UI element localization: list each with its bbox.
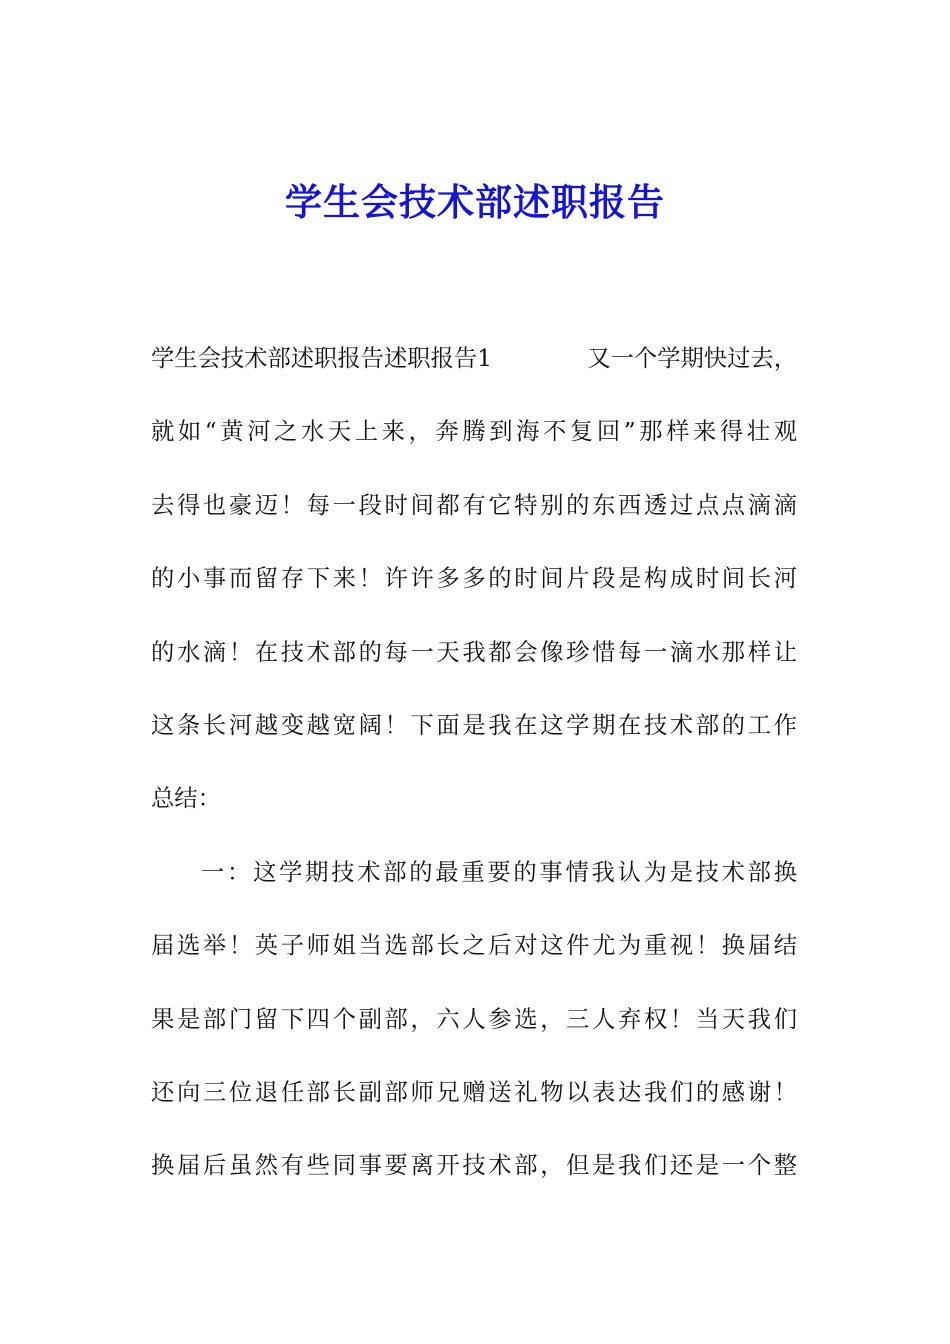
paragraph-line: 换届后虽然有些同事要离开技术部，但是我们还是一个整 — [151, 1152, 797, 1180]
paragraph-line — [151, 322, 797, 395]
paragraph-line: 还向三位退任部长副部师兄赠送礼物以表达我们的感谢！ — [151, 1078, 797, 1106]
paragraph-line: 的小事而留存下来！许许多多的时间片段是构成时间长河 — [151, 565, 797, 593]
paragraph-line: 去得也豪迈！每一段时间都有它特别的东西透过点点滴滴 — [151, 491, 797, 519]
paragraph-line: 的水滴！在技术部的每一天我都会像珍惜每一滴水那样让 — [151, 638, 797, 666]
first-line-heading: 学生会技术部述职报告述职报告1 — [151, 345, 492, 372]
paragraph-line: 果是部门留下四个副部，六人参选，三人弃权！当天我们 — [151, 1005, 797, 1033]
document-title: 学生会技术部述职报告 — [285, 180, 665, 224]
first-line-text: 又一个学期快过去， — [587, 345, 797, 372]
paragraph-line: 一：这学期技术部的最重要的事情我认为是技术部换 — [201, 858, 797, 886]
paragraph-line: 这条长河越变越宽阔！下面是我在这学期在技术部的工作 — [151, 711, 797, 739]
paragraph-line: 总结： — [151, 785, 221, 813]
paragraph-line: 届选举！英子师姐当选部长之后对这件尤为重视！换届结 — [151, 932, 797, 960]
document-body — [151, 322, 797, 1203]
paragraph-line: 就如“黄河之水天上来，奔腾到海不复回”那样来得壮观 — [151, 418, 797, 446]
